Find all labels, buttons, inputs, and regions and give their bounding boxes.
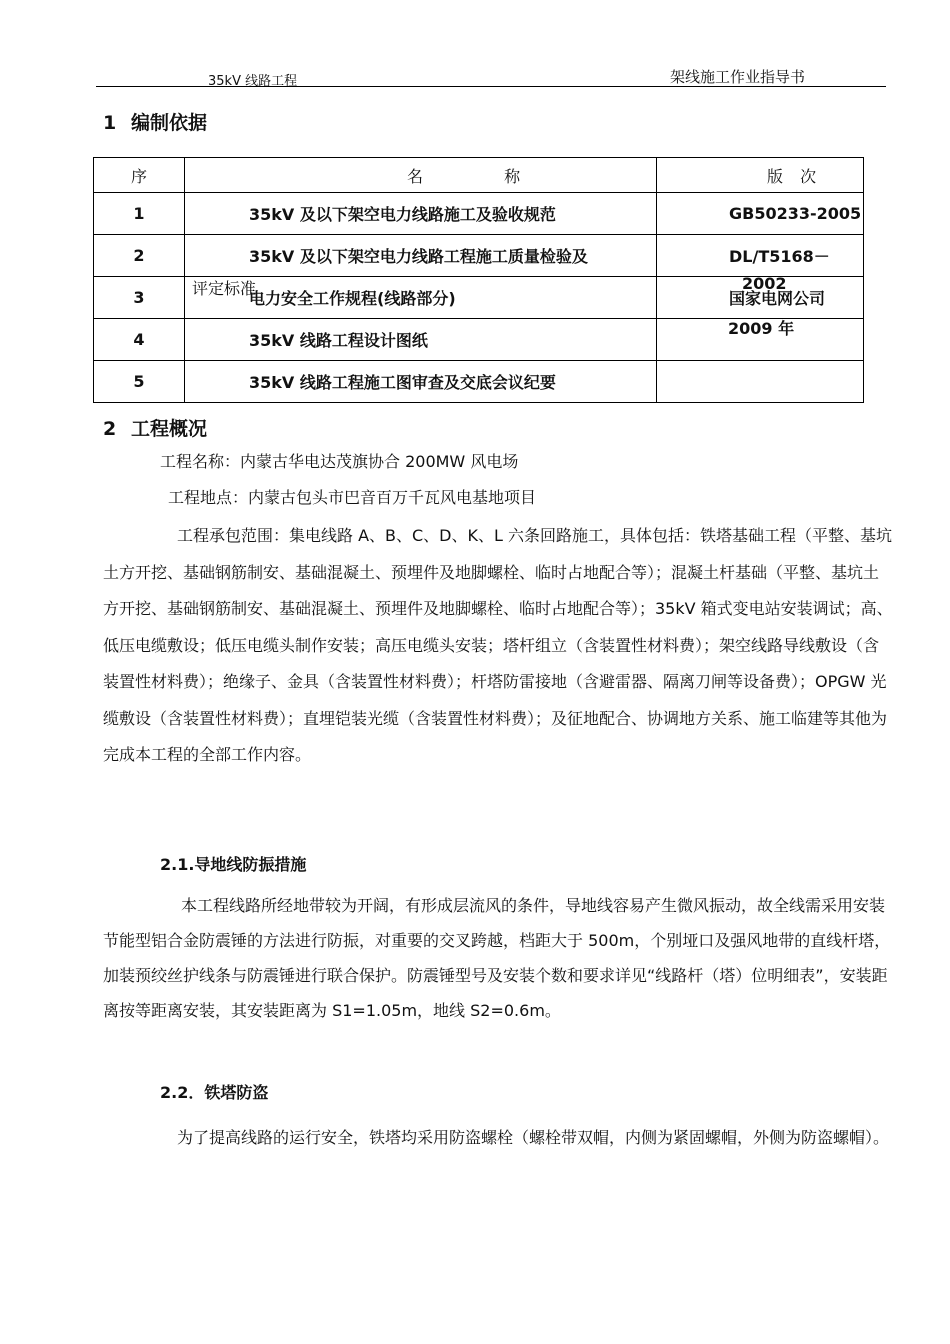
table-row <box>94 361 864 403</box>
table-overflow-name: 评定标准 <box>192 279 257 298</box>
table-header-version: 版 次 <box>657 158 864 193</box>
row-version <box>657 361 864 403</box>
section-2-title: 工程概况 <box>131 418 208 440</box>
project-site: 工程地点：内蒙古包头市巴音百万千瓦风电基地项目 <box>168 488 537 507</box>
project-scope: 工程承包范围：集电线路 A、B、C、D、K、L 六条回路施工，具体包括：铁塔基础工程（平整、基坑土方开挖、基础钢筋制安、基础混凝土、预埋件及地脚螺栓、临时占地配合等）；混凝土杆基础（平整、基坑土方开挖、基础钢筋制安、基础混凝土、预埋件及地脚螺栓、临时占地配合等）；35kV 箱式变电站安装调试；高、低压电缆敷设；低压电缆头制作安装；高压电缆头安装；塔杆组立（含装置性材料费）；架空线路导线敷设（含装置性材料费）；绝缘子、金具（含装置性材料费）；杆塔防雷接地（含避雷器、隔离刀闸等设备费）；OPGW 光缆敷设（含装置性材料费）；直埋铠装光缆（含装置性材料费）；及征地配合、协调地方关系、施工临建等其他为完成本工程的全部工作内容。 <box>103 526 893 764</box>
row-seq: 1 <box>94 193 185 235</box>
subsection-2-1-body: 本工程线路所经地带较为开阔，有形成层流风的条件，导地线容易产生微风振动，故全线需采用安装节能型铝合金防震锤的方法进行防振，对重要的交叉跨越，档距大于 500m，个别垭口及强风地带的直线杆塔，加装预绞丝护线条与防震锤进行联合保护。防震锤型号及安装个数和要求详见“线路杆（塔）位明细表”，安装距离按等距离安装，其安装距离为 S1=1.05m，地线 S2=0.6m。 <box>103 896 891 1020</box>
row-name: 35kV 及以下架空电力线路工程施工质量检验及 <box>185 235 657 277</box>
header-left: 35kV 线路工程 <box>208 74 298 89</box>
table-header-row <box>94 158 864 193</box>
table-header-name: 名 称 <box>185 158 657 193</box>
section-1-title: 编制依据 <box>131 112 208 134</box>
subsection-2-2-body: 为了提高线路的运行安全，铁塔均采用防盗螺栓（螺栓带双帽，内侧为紧固螺帽，外侧为防盗螺帽）。 <box>177 1128 890 1147</box>
row-name: 35kV 线路工程施工图审查及交底会议纪要 <box>185 361 657 403</box>
table-overflow-version-year: 2002 <box>742 274 787 293</box>
row-seq: 2 <box>94 235 185 277</box>
section-2-number: 2 <box>103 418 117 440</box>
row-seq: 4 <box>94 319 185 361</box>
header-right: 架线施工作业指导书 <box>670 68 806 86</box>
table-row <box>94 235 864 277</box>
row-name: 35kV 线路工程设计图纸 <box>185 319 657 361</box>
table-row <box>94 193 864 235</box>
table-overflow-version-2009: 2009 年 <box>728 319 795 338</box>
section-2-heading <box>103 414 207 441</box>
subsection-2-2-title: 2.2．铁塔防盗 <box>160 1083 269 1102</box>
row-version: 国家电网公司 <box>657 277 864 319</box>
header-rule <box>96 86 886 87</box>
section-1-number: 1 <box>103 112 117 134</box>
row-seq: 3 <box>94 277 185 319</box>
table-header-seq: 序 <box>94 158 185 193</box>
row-version: GB50233-2005 <box>657 193 864 235</box>
row-name: 35kV 及以下架空电力线路施工及验收规范 <box>185 193 657 235</box>
project-name: 工程名称：内蒙古华电达茂旗协合 200MW 风电场 <box>160 452 519 471</box>
subsection-2-1-title: 2.1.导地线防振措施 <box>160 855 307 874</box>
row-seq: 5 <box>94 361 185 403</box>
section-1-heading <box>103 108 207 135</box>
row-version: DL/T5168－ <box>657 235 864 277</box>
row-name: 电力安全工作规程(线路部分) <box>185 277 657 319</box>
